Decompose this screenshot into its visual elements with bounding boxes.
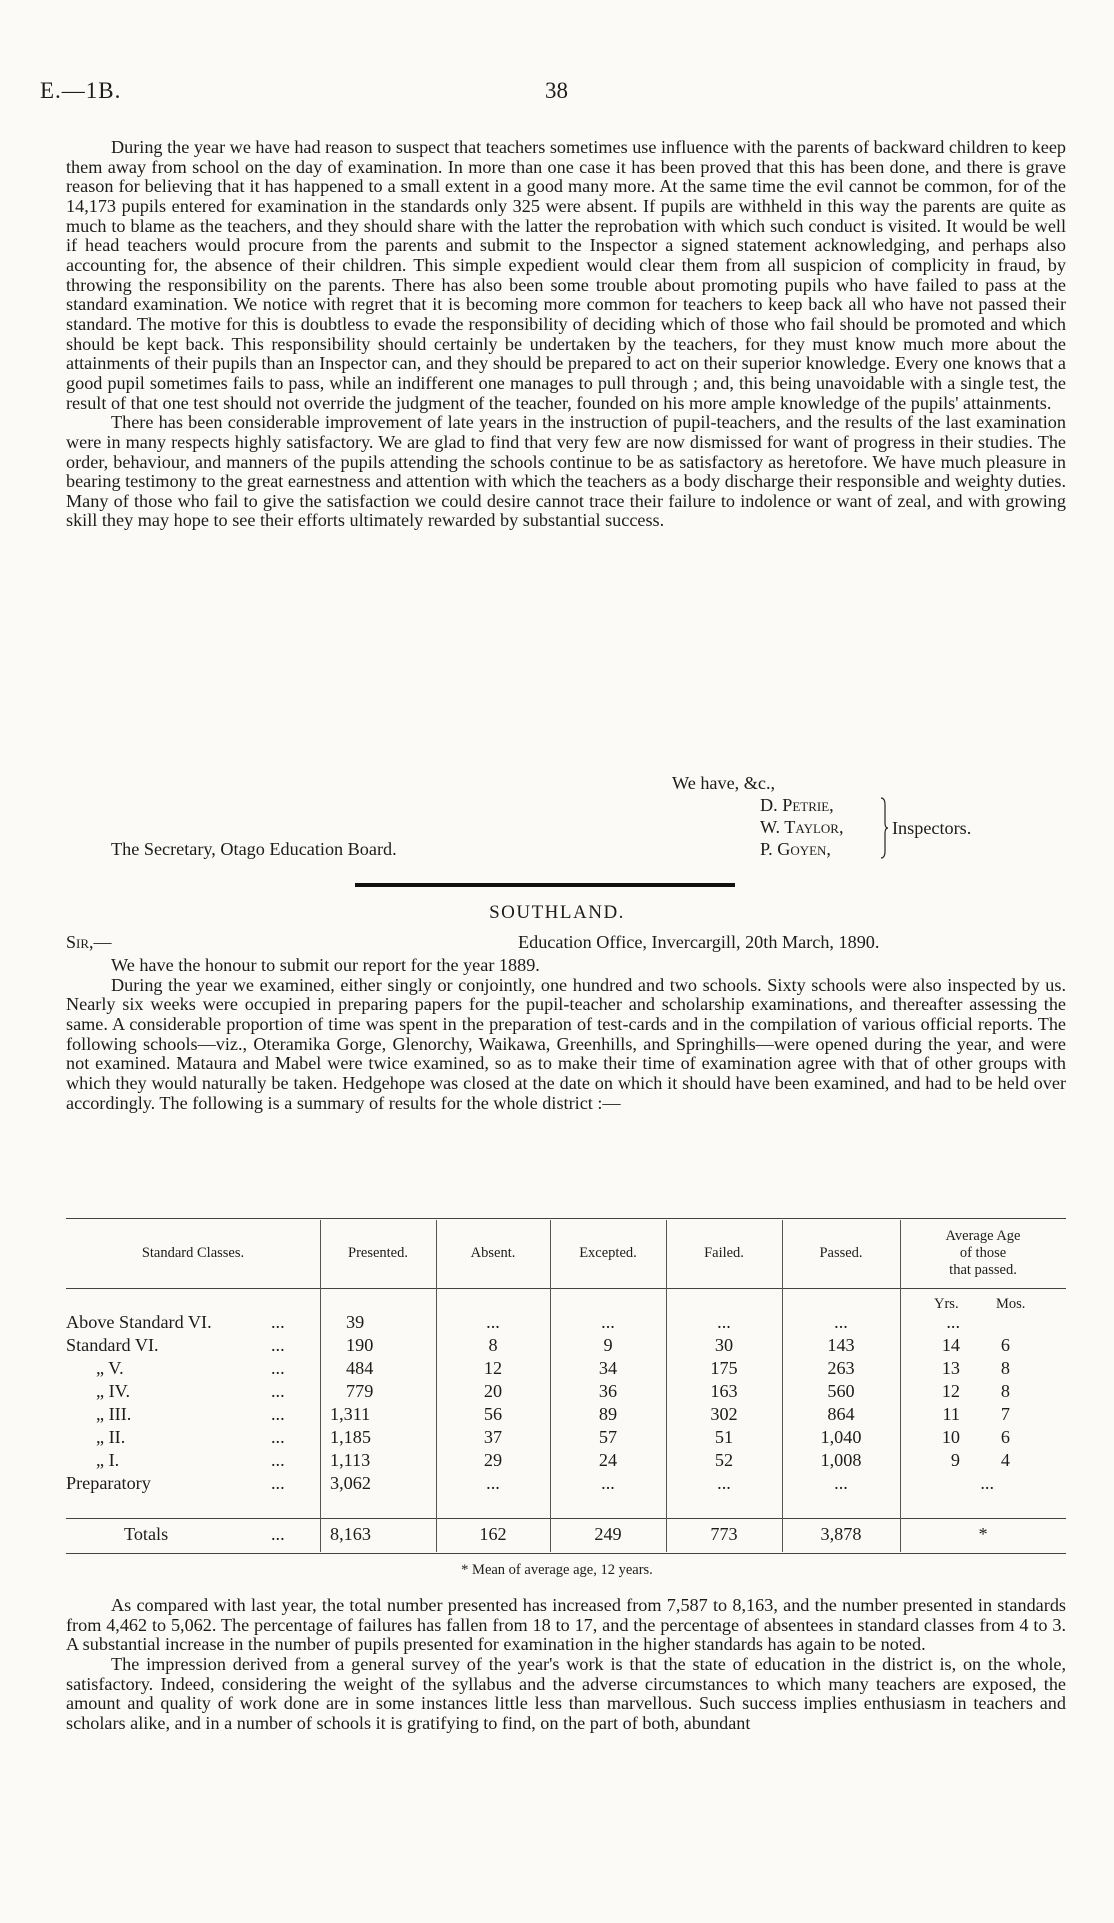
row-label: Preparatory [66, 1473, 151, 1493]
total-presented: 8,163 [330, 1524, 371, 1544]
cell-excepted: 36 [598, 1381, 618, 1401]
cell-passed: 1,040 [820, 1427, 862, 1447]
cell-months: 6 [1000, 1427, 1010, 1447]
cell-passed: 143 [827, 1335, 855, 1355]
cell-absent: 37 [483, 1427, 503, 1447]
cell-years: ... [980, 1473, 994, 1493]
column-rule [320, 1220, 321, 1552]
leader-dots: ... [271, 1358, 285, 1378]
header-passed: Passed. [819, 1245, 863, 1261]
cell-excepted: ... [601, 1312, 615, 1332]
brace-mark [880, 797, 888, 859]
cell-years: 9 [950, 1450, 960, 1470]
cell-months: 8 [1000, 1358, 1010, 1378]
cell-passed: 1,008 [820, 1450, 862, 1470]
cell-presented: 39 [346, 1312, 365, 1332]
row-label: „ IV. [96, 1381, 131, 1401]
cell-absent: 20 [483, 1381, 503, 1401]
section-divider [355, 883, 735, 887]
table-rule [66, 1288, 1066, 1289]
paragraph: As compared with last year, the total number presented has increased from 7,587 to 8,163, and the number presented in standards from 4,462 to 5,062. The percentage of failures has fallen from 18 to 17, and the percentage of absentees in standard classes from 4 to 3. A substantial increase in the number of pupils presented for examination in the higher standards has again to be noted. [66, 1595, 1066, 1655]
header-standard: Standard Classes. [141, 1245, 245, 1261]
leader-dots: ... [271, 1312, 285, 1332]
cell-absent: 56 [483, 1404, 503, 1424]
cell-failed: ... [717, 1312, 731, 1332]
leader-dots: ... [271, 1524, 285, 1544]
header-average-age [900, 1228, 1066, 1279]
cell-presented: 484 [346, 1358, 374, 1378]
signatory-title: Inspectors. [892, 818, 972, 838]
leader-dots: ... [271, 1427, 285, 1447]
paragraph: During the year we examined, either singly or conjointly, one hundred and two schools. Sixty schools were also inspected by us. Nearly six weeks were occupied in preparing papers for the pupil-teacher and scholarship examinations, and thereafter assessing the same. A considerable proportion of time was spent in the preparation of test-cards and in the compilation of various official reports. The following schools—viz., Oteramika Gorge, Glenorchy, Waikawa, Greenhills, and Springhills—were opened during the year, and were not examined. Mataura and Mabel were twice examined, so as to make their time of examination agree with that of other groups with which they would naturally be taken. Hedgehope was closed at the date on which it should have been examined, and had to be held over accordingly. The following is a summary of results for the whole district :— [66, 974, 1066, 1113]
paragraph: We have the honour to submit our report for the year 1889. [111, 955, 540, 975]
cell-failed: 302 [710, 1404, 738, 1424]
cell-excepted: 24 [598, 1450, 618, 1470]
header-age-line: of those [959, 1245, 1007, 1261]
table-rule [66, 1518, 1066, 1519]
page-number: 38 [545, 78, 568, 103]
cell-absent: 12 [483, 1358, 503, 1378]
cell-failed: 163 [710, 1381, 738, 1401]
total-failed: 773 [710, 1524, 738, 1544]
cell-absent: ... [486, 1473, 500, 1493]
paragraph: There has been considerable improvement of late years in the instruction of pupil-teachers, and the results of the last examination were in many respects highly satisfactory. We are glad to find that very few are now dismissed for want of progress in their studies. The order, behaviour, and manners of the pupils attending the schools continue to be as satisfactory as heretofore. We have much pleasure in bearing testimony to the great earnestness and attention with which the teachers as a body discharge their responsible and weighty duties. Many of those who fail to give the satisfaction we could desire cannot trace their failure to indolence or want of zeal, and with growing skill they may hope to see their efforts ultimately rewarded by substantial success. [66, 412, 1066, 531]
cell-presented: 779 [346, 1381, 374, 1401]
cell-excepted: 9 [603, 1335, 613, 1355]
cell-years: 11 [942, 1404, 960, 1424]
cell-months: 6 [1000, 1335, 1010, 1355]
table-footnote: * Mean of average age, 12 years. [461, 1562, 653, 1578]
document-reference: E.—1B. [40, 78, 122, 103]
cell-years: ... [946, 1312, 960, 1332]
cell-passed: 263 [827, 1358, 855, 1378]
page-header [40, 78, 1074, 108]
cell-presented: 190 [346, 1335, 374, 1355]
cell-presented: 1,185 [330, 1427, 371, 1447]
signatory-name: W. Taylor, [760, 817, 844, 837]
total-excepted: 249 [594, 1524, 622, 1544]
cell-failed: 30 [714, 1335, 734, 1355]
total-absent: 162 [479, 1524, 507, 1544]
results-table [66, 1218, 1066, 1554]
cell-months: 7 [1000, 1404, 1010, 1424]
leader-dots: ... [271, 1381, 285, 1401]
cell-failed: 175 [710, 1358, 738, 1378]
row-label: „ III. [96, 1404, 132, 1424]
signatory-name: P. Goyen, [760, 839, 831, 859]
intro-text [66, 138, 1066, 531]
row-label: „ V. [96, 1358, 124, 1378]
leader-dots: ... [271, 1404, 285, 1424]
cell-presented: 1,113 [330, 1450, 371, 1470]
dateline: Education Office, Invercargill, 20th March, 1890. [518, 932, 880, 952]
cell-passed: 560 [827, 1381, 855, 1401]
total-passed: 3,878 [820, 1524, 862, 1544]
closing-phrase: We have, &c., [672, 773, 776, 793]
header-age-line: Average Age [945, 1228, 1021, 1244]
paragraph: The impression derived from a general survey of the year's work is that the state of education in the district is, on the whole, satisfactory. Indeed, considering the weight of the syllabus and the adverse circumstances to which many teachers are exposed, the amount and quality of work done are in some instances little less than marvellous. Such success implies enthusiasm in teachers and scholars alike, and in a number of schools it is gratifying to find, on the part of both, abundant [66, 1653, 1066, 1733]
cell-presented: 1,311 [330, 1404, 371, 1424]
signatory-name: D. Petrie, [760, 795, 834, 815]
header-yrs: Yrs. [934, 1296, 959, 1312]
cell-excepted: 34 [598, 1358, 618, 1378]
salutation: Sir,— [66, 932, 112, 952]
cell-absent: ... [486, 1312, 500, 1332]
row-label: Standard VI. [66, 1335, 159, 1355]
cell-years: 12 [941, 1381, 960, 1401]
header-age-line: that passed. [949, 1262, 1017, 1278]
header-absent: Absent. [470, 1245, 516, 1261]
cell-years: 10 [941, 1427, 960, 1447]
southland-text [66, 956, 1066, 1113]
header-failed: Failed. [704, 1245, 744, 1261]
cell-excepted: 57 [598, 1427, 618, 1447]
cell-years: 14 [941, 1335, 960, 1355]
paragraph: During the year we have had reason to suspect that teachers sometimes use influence with the parents of backward children to keep them away from school on the day of examination. In more than one case it has been proved that this has been done, and there is grave reason for believing that it has happened to a small extent in a good many more. At the same time the evil cannot be common, for of the 14,173 pupils entered for examination in the standards only 325 were absent. If pupils are withheld in this way the parents are quite as much to blame as the teachers, and they should share with the latter the reprobation with which such conduct is visited. It would be well if head teachers would procure from the parents and submit to the Inspector a signed statement acknowledging, and perhaps also accounting for, the absence of their children. This simple expedient would clear them from all suspicion of complicity in fraud, by throwing the responsibility on the parents. There has also been some trouble about promoting pupils who have failed to pass at the standard examination. We notice with regret that it is becoming more common for teachers to keep back all who have not passed their standard. The motive for this is doubtless to evade the responsibility of deciding which of those who fail should be promoted and which should be kept back. This responsibility should certainly be undertaken by the teachers, for they must know much more about the attainments of their pupils than an Inspector can, and they should be prepared to act on their superior knowledge. Every one knows that a good pupil sometimes fails to pass, while an indifferent one manages to pull through ; and, this being unavoidable with a single test, the result of that one test should not override the judgment of the teacher, founded on his more ample knowledge of the pupils' attainments. [66, 137, 1067, 413]
cell-passed: ... [834, 1312, 848, 1332]
addressee: The Secretary, Otago Education Board. [111, 839, 397, 859]
cell-months: 8 [1000, 1381, 1010, 1401]
table-rule [66, 1553, 1066, 1554]
totals-label: Totals [124, 1524, 169, 1544]
leader-dots: ... [271, 1473, 285, 1493]
row-label: Above Standard VI. [66, 1312, 212, 1332]
closing-text [66, 1596, 1066, 1734]
section-title: SOUTHLAND. [489, 902, 625, 923]
cell-years: 13 [941, 1358, 960, 1378]
cell-months: 4 [1000, 1450, 1010, 1470]
cell-passed: ... [834, 1473, 848, 1493]
header-mos: Mos. [996, 1296, 1026, 1312]
cell-excepted: 89 [598, 1404, 618, 1424]
header-presented: Presented. [348, 1245, 408, 1261]
cell-absent: 29 [483, 1450, 503, 1470]
cell-failed: 52 [714, 1450, 734, 1470]
table-rule [66, 1218, 1066, 1219]
cell-excepted: ... [601, 1473, 615, 1493]
cell-failed: 51 [714, 1427, 734, 1447]
cell-failed: ... [717, 1473, 731, 1493]
cell-absent: 8 [488, 1335, 498, 1355]
leader-dots: ... [271, 1450, 285, 1470]
row-label: „ I. [96, 1450, 120, 1470]
leader-dots: ... [271, 1335, 285, 1355]
cell-presented: 3,062 [330, 1473, 371, 1493]
row-label: „ II. [96, 1427, 126, 1447]
cell-passed: 864 [827, 1404, 855, 1424]
header-excepted: Excepted. [579, 1245, 637, 1261]
total-age-asterisk: * [978, 1524, 988, 1544]
